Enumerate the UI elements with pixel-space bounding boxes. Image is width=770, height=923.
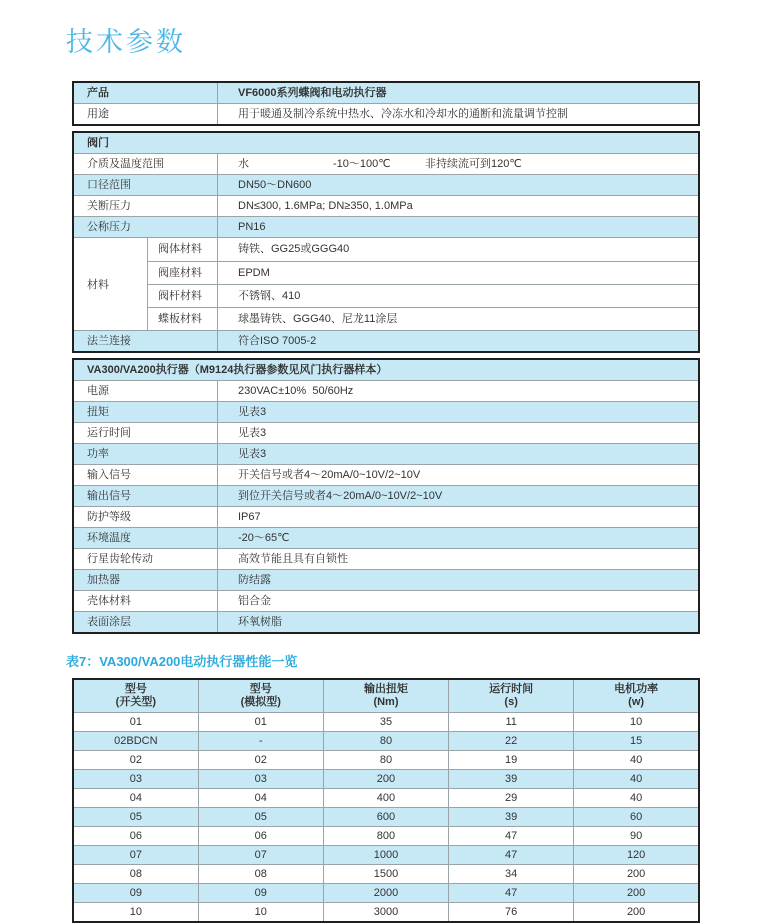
spec-row-label: 用途	[74, 104, 218, 124]
perf-cell: 10	[73, 903, 198, 923]
spec-row	[74, 485, 698, 506]
spec-row-label: 扭矩	[74, 402, 218, 422]
perf-cell: 07	[198, 846, 323, 865]
perf-cell: 90	[574, 827, 699, 846]
spec-subrow-label: 阀座材料	[148, 262, 218, 284]
perf-row	[73, 751, 699, 770]
perf-header-line: (模拟型)	[240, 696, 281, 708]
spec-row-label: 加热器	[74, 570, 218, 590]
spec-group-subrows	[148, 238, 698, 330]
spec-row-label: 防护等级	[74, 507, 218, 527]
spec-row	[74, 527, 698, 548]
perf-header-line: 型号	[249, 683, 272, 695]
perf-table-caption: 表7：VA300/VA200电动执行器性能一览	[66, 654, 298, 669]
spec-row-value: 230VAC±10% 50/60Hz	[238, 384, 354, 397]
perf-cell: -	[198, 732, 323, 751]
perf-cell: 06	[73, 827, 198, 846]
perf-cell: 01	[198, 713, 323, 732]
perf-cell: 04	[73, 789, 198, 808]
perf-row	[73, 770, 699, 789]
perf-header-line: (开关型)	[115, 696, 156, 708]
spec-row	[74, 590, 698, 611]
spec-section-header: VA300/VA200执行器（M9124执行器参数见风门执行器样本）	[74, 360, 698, 380]
perf-header-cell	[574, 679, 699, 713]
perf-cell: 47	[449, 846, 574, 865]
perf-cell: 15	[574, 732, 699, 751]
spec-row	[74, 506, 698, 527]
spec-value-segment: 水	[238, 157, 249, 170]
perf-cell: 80	[323, 732, 448, 751]
spec-row-value: 到位开关信号或者4～20mA/0~10V/2~10V	[238, 489, 443, 502]
perf-cell: 39	[449, 770, 574, 789]
spec-subrow	[148, 261, 698, 284]
perf-header-line: (w)	[628, 696, 645, 708]
perf-cell: 09	[198, 884, 323, 903]
spec-subrow-value: 不锈钢、410	[238, 290, 301, 302]
perf-cell: 400	[323, 789, 448, 808]
perf-cell: 120	[574, 846, 699, 865]
spec-row-label: 产品	[74, 83, 218, 103]
spec-row-value	[218, 154, 698, 174]
spec-section	[72, 131, 700, 353]
spec-row	[74, 443, 698, 464]
spec-row-value: IP67	[238, 510, 261, 523]
spec-row-value: 铝合金	[238, 594, 271, 607]
perf-cell: 3000	[323, 903, 448, 923]
perf-row	[73, 732, 699, 751]
perf-table-body	[73, 713, 699, 923]
perf-header-line: 输出扭矩	[363, 683, 408, 695]
perf-cell: 40	[574, 751, 699, 770]
spec-row-label: 壳体材料	[74, 591, 218, 611]
perf-cell: 47	[449, 827, 574, 846]
spec-row-label: 法兰连接	[74, 331, 218, 351]
spec-row-label: 功率	[74, 444, 218, 464]
spec-section-header: 阀门	[74, 133, 698, 153]
perf-row	[73, 713, 699, 732]
spec-material-group	[74, 237, 698, 330]
spec-row-label: 输出信号	[74, 486, 218, 506]
spec-row	[74, 464, 698, 485]
spec-row-value: 见表3	[238, 405, 267, 418]
perf-table-head	[73, 679, 699, 713]
perf-cell: 07	[73, 846, 198, 865]
perf-header-cell	[73, 679, 198, 713]
spec-row	[74, 611, 698, 632]
perf-cell: 1000	[323, 846, 448, 865]
spec-row-label: 公称压力	[74, 217, 218, 237]
spec-row-value: DN≤300, 1.6MPa; DN≥350, 1.0MPa	[238, 199, 413, 212]
spec-row-value: 高效节能且具有自锁性	[238, 552, 348, 565]
spec-row-label: 行星齿轮传动	[74, 549, 218, 569]
perf-cell: 02BDCN	[73, 732, 198, 751]
spec-section	[72, 81, 700, 126]
perf-cell: 200	[574, 884, 699, 903]
perf-cell: 76	[449, 903, 574, 923]
perf-cell: 40	[574, 770, 699, 789]
spec-row	[74, 422, 698, 443]
perf-header-row	[73, 679, 699, 713]
perf-header-cell	[449, 679, 574, 713]
spec-subrow	[148, 307, 698, 330]
spec-value-segment: -10～100℃	[333, 157, 391, 170]
perf-cell: 2000	[323, 884, 448, 903]
page-title: 技术参数	[66, 27, 186, 57]
spec-row-value: PN16	[238, 220, 266, 233]
spec-row	[74, 401, 698, 422]
perf-cell: 09	[73, 884, 198, 903]
perf-cell: 06	[198, 827, 323, 846]
spec-row	[74, 569, 698, 590]
perf-row	[73, 865, 699, 884]
perf-cell: 11	[449, 713, 574, 732]
perf-row	[73, 827, 699, 846]
spec-row-label: 介质及温度范围	[74, 154, 218, 174]
perf-cell: 03	[198, 770, 323, 789]
perf-row	[73, 846, 699, 865]
spec-row	[74, 103, 698, 124]
spec-row-label: 输入信号	[74, 465, 218, 485]
spec-subrow-label: 阀杆材料	[148, 285, 218, 307]
spec-section	[72, 358, 700, 634]
perf-cell: 02	[198, 751, 323, 770]
perf-cell: 08	[73, 865, 198, 884]
perf-cell: 10	[198, 903, 323, 923]
spec-row	[74, 153, 698, 174]
perf-cell: 35	[323, 713, 448, 732]
perf-header-cell	[198, 679, 323, 713]
spec-row	[74, 548, 698, 569]
perf-cell: 22	[449, 732, 574, 751]
spec-subrow-label: 阀体材料	[148, 238, 218, 261]
spec-subrow-label: 蝶板材料	[148, 308, 218, 330]
perf-cell: 200	[574, 903, 699, 923]
spec-row	[74, 216, 698, 237]
spec-row	[74, 83, 698, 103]
perf-cell: 60	[574, 808, 699, 827]
spec-row	[74, 195, 698, 216]
spec-value-segment: 非持续流可到120℃	[425, 157, 522, 170]
spec-row-value: VF6000系列蝶阀和电动执行器	[238, 86, 387, 99]
perf-cell: 600	[323, 808, 448, 827]
spec-row-label: 口径范围	[74, 175, 218, 195]
perf-cell: 47	[449, 884, 574, 903]
spec-row-label: 表面涂层	[74, 612, 218, 632]
spec-subrow	[148, 284, 698, 307]
perf-row	[73, 808, 699, 827]
perf-cell: 05	[198, 808, 323, 827]
perf-cell: 02	[73, 751, 198, 770]
perf-row	[73, 789, 699, 808]
perf-row	[73, 884, 699, 903]
spec-row-label: 电源	[74, 381, 218, 401]
perf-cell: 03	[73, 770, 198, 789]
perf-header-line: 电机功率	[614, 683, 659, 695]
spec-row-value: 见表3	[238, 426, 267, 439]
perf-cell: 1500	[323, 865, 448, 884]
perf-cell: 05	[73, 808, 198, 827]
perf-header-line: 型号	[124, 683, 147, 695]
perf-cell: 29	[449, 789, 574, 808]
spec-subrow-value: EPDM	[238, 267, 270, 279]
spec-row	[74, 380, 698, 401]
spec-row-value: DN50～DN600	[238, 178, 312, 191]
spec-row	[74, 330, 698, 351]
perf-row	[73, 903, 699, 923]
perf-cell: 200	[574, 865, 699, 884]
spec-row-value: 防结露	[238, 573, 271, 586]
perf-cell: 34	[449, 865, 574, 884]
spec-row-value: 开关信号或者4～20mA/0~10V/2~10V	[238, 468, 421, 481]
spec-row-value: 环氧树脂	[238, 615, 282, 628]
spec-row-value: 见表3	[238, 447, 267, 460]
perf-header-line: (Nm)	[373, 696, 399, 708]
spec-subrow-value: 球墨铸铁、GGG40、尼龙11涂层	[238, 313, 398, 325]
spec-row	[74, 174, 698, 195]
spec-subrow	[148, 238, 698, 261]
perf-header-cell	[323, 679, 448, 713]
perf-cell: 80	[323, 751, 448, 770]
spec-row-label: 运行时间	[74, 423, 218, 443]
spec-row-label: 关断压力	[74, 196, 218, 216]
spec-row-value: 用于暖通及制冷系统中热水、冷冻水和冷却水的通断和流量调节控制	[238, 107, 568, 120]
perf-table	[72, 678, 700, 923]
spec-group-label: 材料	[74, 238, 148, 330]
spec-row-value: 符合ISO 7005-2	[238, 334, 317, 347]
spec-row-value: -20～65℃	[238, 531, 290, 544]
spec-table	[72, 81, 700, 634]
perf-header-line: 运行时间	[489, 683, 534, 695]
perf-cell: 200	[323, 770, 448, 789]
perf-cell: 08	[198, 865, 323, 884]
perf-cell: 40	[574, 789, 699, 808]
perf-header-line: (s)	[504, 696, 518, 708]
perf-cell: 01	[73, 713, 198, 732]
spec-row-label: 环境温度	[74, 528, 218, 548]
spec-subrow-value: 铸铁、GG25或GGG40	[238, 243, 350, 255]
perf-cell: 19	[449, 751, 574, 770]
perf-cell: 39	[449, 808, 574, 827]
perf-cell: 04	[198, 789, 323, 808]
perf-cell: 10	[574, 713, 699, 732]
perf-cell: 800	[323, 827, 448, 846]
